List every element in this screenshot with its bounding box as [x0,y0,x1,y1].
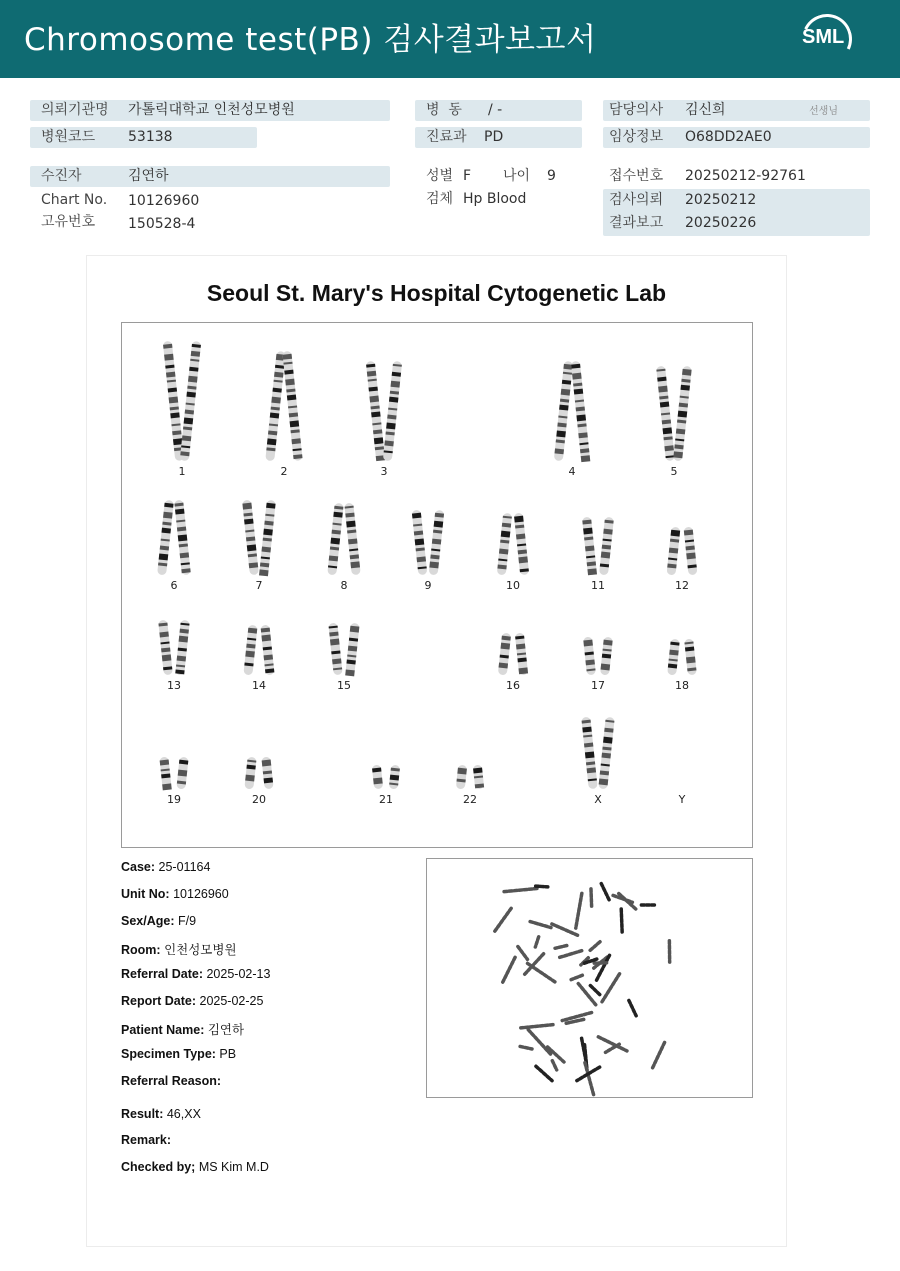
metaphase-chromosome [621,909,622,934]
chromosome-label-16: 16 [506,679,520,692]
patient-label: 수진자 [41,168,82,184]
dept-value: PD [484,129,504,145]
chromosome-label-3: 3 [380,465,388,478]
metaphase-chromosome [589,942,600,951]
chromosome-pair-3 [366,361,402,478]
chromosome-pair-15 [328,623,359,692]
chromosome-label-22: 22 [463,793,477,806]
sexage-label: Sex/Age: [121,914,175,928]
metaphase-image [426,858,753,1098]
ref-date-value: 2025-02-13 [206,967,271,981]
chromosome-pair-19 [159,757,188,806]
chromosome-pair-21 [372,765,400,806]
chromosome-label-Y: Y [678,793,686,806]
room-value: 인천성모병원 [164,943,237,957]
checked-value: MS Kim M.D [198,1160,269,1174]
metaphase-chromosome [530,922,551,928]
dept-label: 진료과 [426,129,467,145]
room-field [121,940,237,958]
chromosome-pair-6 [157,500,191,592]
reason-field [121,1074,221,1088]
chromosome-pair-4 [554,361,591,478]
metaphase-chromosome [518,947,528,960]
chromosome-label-6: 6 [170,579,178,592]
ref-date-label: Referral Date: [121,967,203,981]
clinical-label: 임상정보 [609,129,664,145]
chromosome-pair-X [581,717,614,806]
patient-value: 김연하 [128,168,169,184]
reason-label: Referral Reason: [121,1074,222,1088]
remark-label: Remark: [121,1133,172,1147]
karyogram [121,322,753,848]
clinical-value: O68DD2AE0 [685,129,772,145]
unique-label: 고유번호 [41,214,96,230]
spec-value: PB [219,1047,237,1061]
metaphase-chromosome [555,946,567,949]
metaphase-chromosome [602,974,620,1002]
bar-patient [30,166,390,187]
case-value: 25-01164 [158,860,211,874]
chromosome-pair-1 [163,341,201,478]
chromosome-pair-9 [412,510,445,592]
pname-value: 김연하 [207,1023,245,1037]
specimen-label: 검체 [426,191,454,207]
metaphase-chromosome [520,1046,532,1049]
age-value: 9 [547,168,556,184]
receipt-value: 20250212-92761 [685,168,806,184]
age-label: 나이 [503,168,531,184]
remark-field [121,1133,171,1147]
result-report-value: 20250226 [685,215,757,231]
case-field [121,860,210,874]
chromosome-pair-8 [327,503,360,592]
metaphase-chromosome [503,957,515,982]
unit-field [121,887,229,901]
metaphase-chromosome [535,937,538,947]
checked-field [121,1160,269,1174]
pname-field [121,1020,244,1038]
chromosome-label-1: 1 [178,465,186,478]
chromosome-label-12: 12 [675,579,689,592]
chromosome-pair-14 [243,625,274,692]
ref-date-field [121,967,270,981]
chromosome-label-7: 7 [255,579,263,592]
chromosome-pair-13 [158,620,190,692]
spec-label: Specimen Type: [121,1047,216,1061]
chromosome-pair-16 [498,633,528,692]
metaphase-chromosome [629,1000,636,1015]
chromosome-pair-12 [667,527,698,592]
metaphase-spread [427,859,752,1097]
metaphase-chromosome [552,1061,556,1070]
metaphase-chromosome [536,1066,552,1080]
rep-date-value: 2025-02-25 [199,994,264,1008]
result-report-label: 결과보고 [609,215,664,231]
chromosome-label-19: 19 [167,793,181,806]
chromosome-label-X: X [594,793,602,806]
chromosome-label-21: 21 [379,793,393,806]
chromosome-label-14: 14 [252,679,266,692]
metaphase-chromosome [652,1042,665,1069]
unit-label: Unit No: [121,887,170,901]
checked-label: Checked by; [121,1160,196,1174]
hospital-code-label: 병원코드 [41,129,96,145]
metaphase-chromosome [521,1025,553,1028]
hospital-code-value: 53138 [128,129,173,145]
metaphase-chromosome [590,986,599,995]
chromosome-pair-5 [656,366,692,478]
chromosome-pair-Y [678,793,686,806]
logo-text: SML [802,26,845,48]
result-label: Result: [121,1107,164,1121]
karyogram-image [122,323,752,847]
ward-label: 병 동 [426,102,462,118]
chromosome-label-5: 5 [670,465,678,478]
request-value: 20250212 [685,192,757,208]
chromosome-pair-17 [583,637,613,692]
metaphase-chromosome [503,889,537,892]
chromosome-label-20: 20 [252,793,266,806]
sex-value: F [463,168,472,184]
unit-value: 10126960 [173,887,229,901]
chromosome-pair-18 [667,639,697,692]
report-header [0,0,900,78]
metaphase-chromosome [495,908,512,931]
chromosome-pair-7 [242,500,276,592]
chromosome-label-18: 18 [675,679,689,692]
referring-org-label: 의뢰기관명 [41,102,109,118]
unique-value: 150528-4 [128,216,196,232]
chromosome-label-9: 9 [424,579,432,592]
metaphase-chromosome [536,886,548,887]
sexage-value: F/9 [177,914,197,928]
rep-date-label: Report Date: [121,994,197,1008]
sexage-field [121,914,196,928]
sex-label: 성별 [426,168,454,184]
metaphase-chromosome [585,1063,594,1095]
cytogenetic-report [86,255,787,1247]
chromosome-label-2: 2 [280,465,288,478]
chromosome-label-8: 8 [340,579,348,592]
receipt-label: 접수번호 [609,168,664,184]
chromosome-pair-2 [265,351,302,478]
chromosome-pair-20 [244,757,273,806]
result-field [121,1107,201,1121]
chromosome-label-4: 4 [568,465,576,478]
chromosome-label-15: 15 [337,679,351,692]
chromosome-label-10: 10 [506,579,520,592]
chromosome-pair-10 [497,513,529,592]
sml-logo [798,12,858,66]
chromosome-pair-11 [582,517,614,592]
metaphase-chromosome [591,889,592,906]
chromosome-label-17: 17 [591,679,605,692]
request-label: 검사의뢰 [609,192,664,208]
chromosome-pair-22 [456,765,484,806]
chart-label: Chart No. [41,192,108,208]
metaphase-chromosome [559,951,582,958]
metaphase-chromosome [571,975,582,979]
doctor-label: 담당의사 [609,102,664,118]
doctor-suffix: 선생님 [809,106,838,117]
chromosome-label-11: 11 [591,579,605,592]
referring-org-value: 가톨릭대학교 인천성모병원 [128,102,295,118]
room-label: Room: [121,943,161,957]
doctor-value: 김신희 [685,102,726,118]
pname-label: Patient Name: [121,1023,205,1037]
lab-title: Seoul St. Mary's Hospital Cytogenetic Lab [206,280,667,306]
case-label: Case: [121,860,156,874]
chromosome-label-13: 13 [167,679,181,692]
rep-date-field [121,994,263,1008]
spec-field [121,1047,236,1061]
specimen-value: Hp Blood [463,191,527,207]
ward-value: / - [488,102,503,118]
metaphase-chromosome [601,884,609,901]
chart-value: 10126960 [128,193,200,209]
metaphase-chromosome [576,893,582,928]
result-value: 46,XX [166,1107,201,1121]
report-title: Chromosome test(PB) 검사결과보고서 [24,22,597,58]
